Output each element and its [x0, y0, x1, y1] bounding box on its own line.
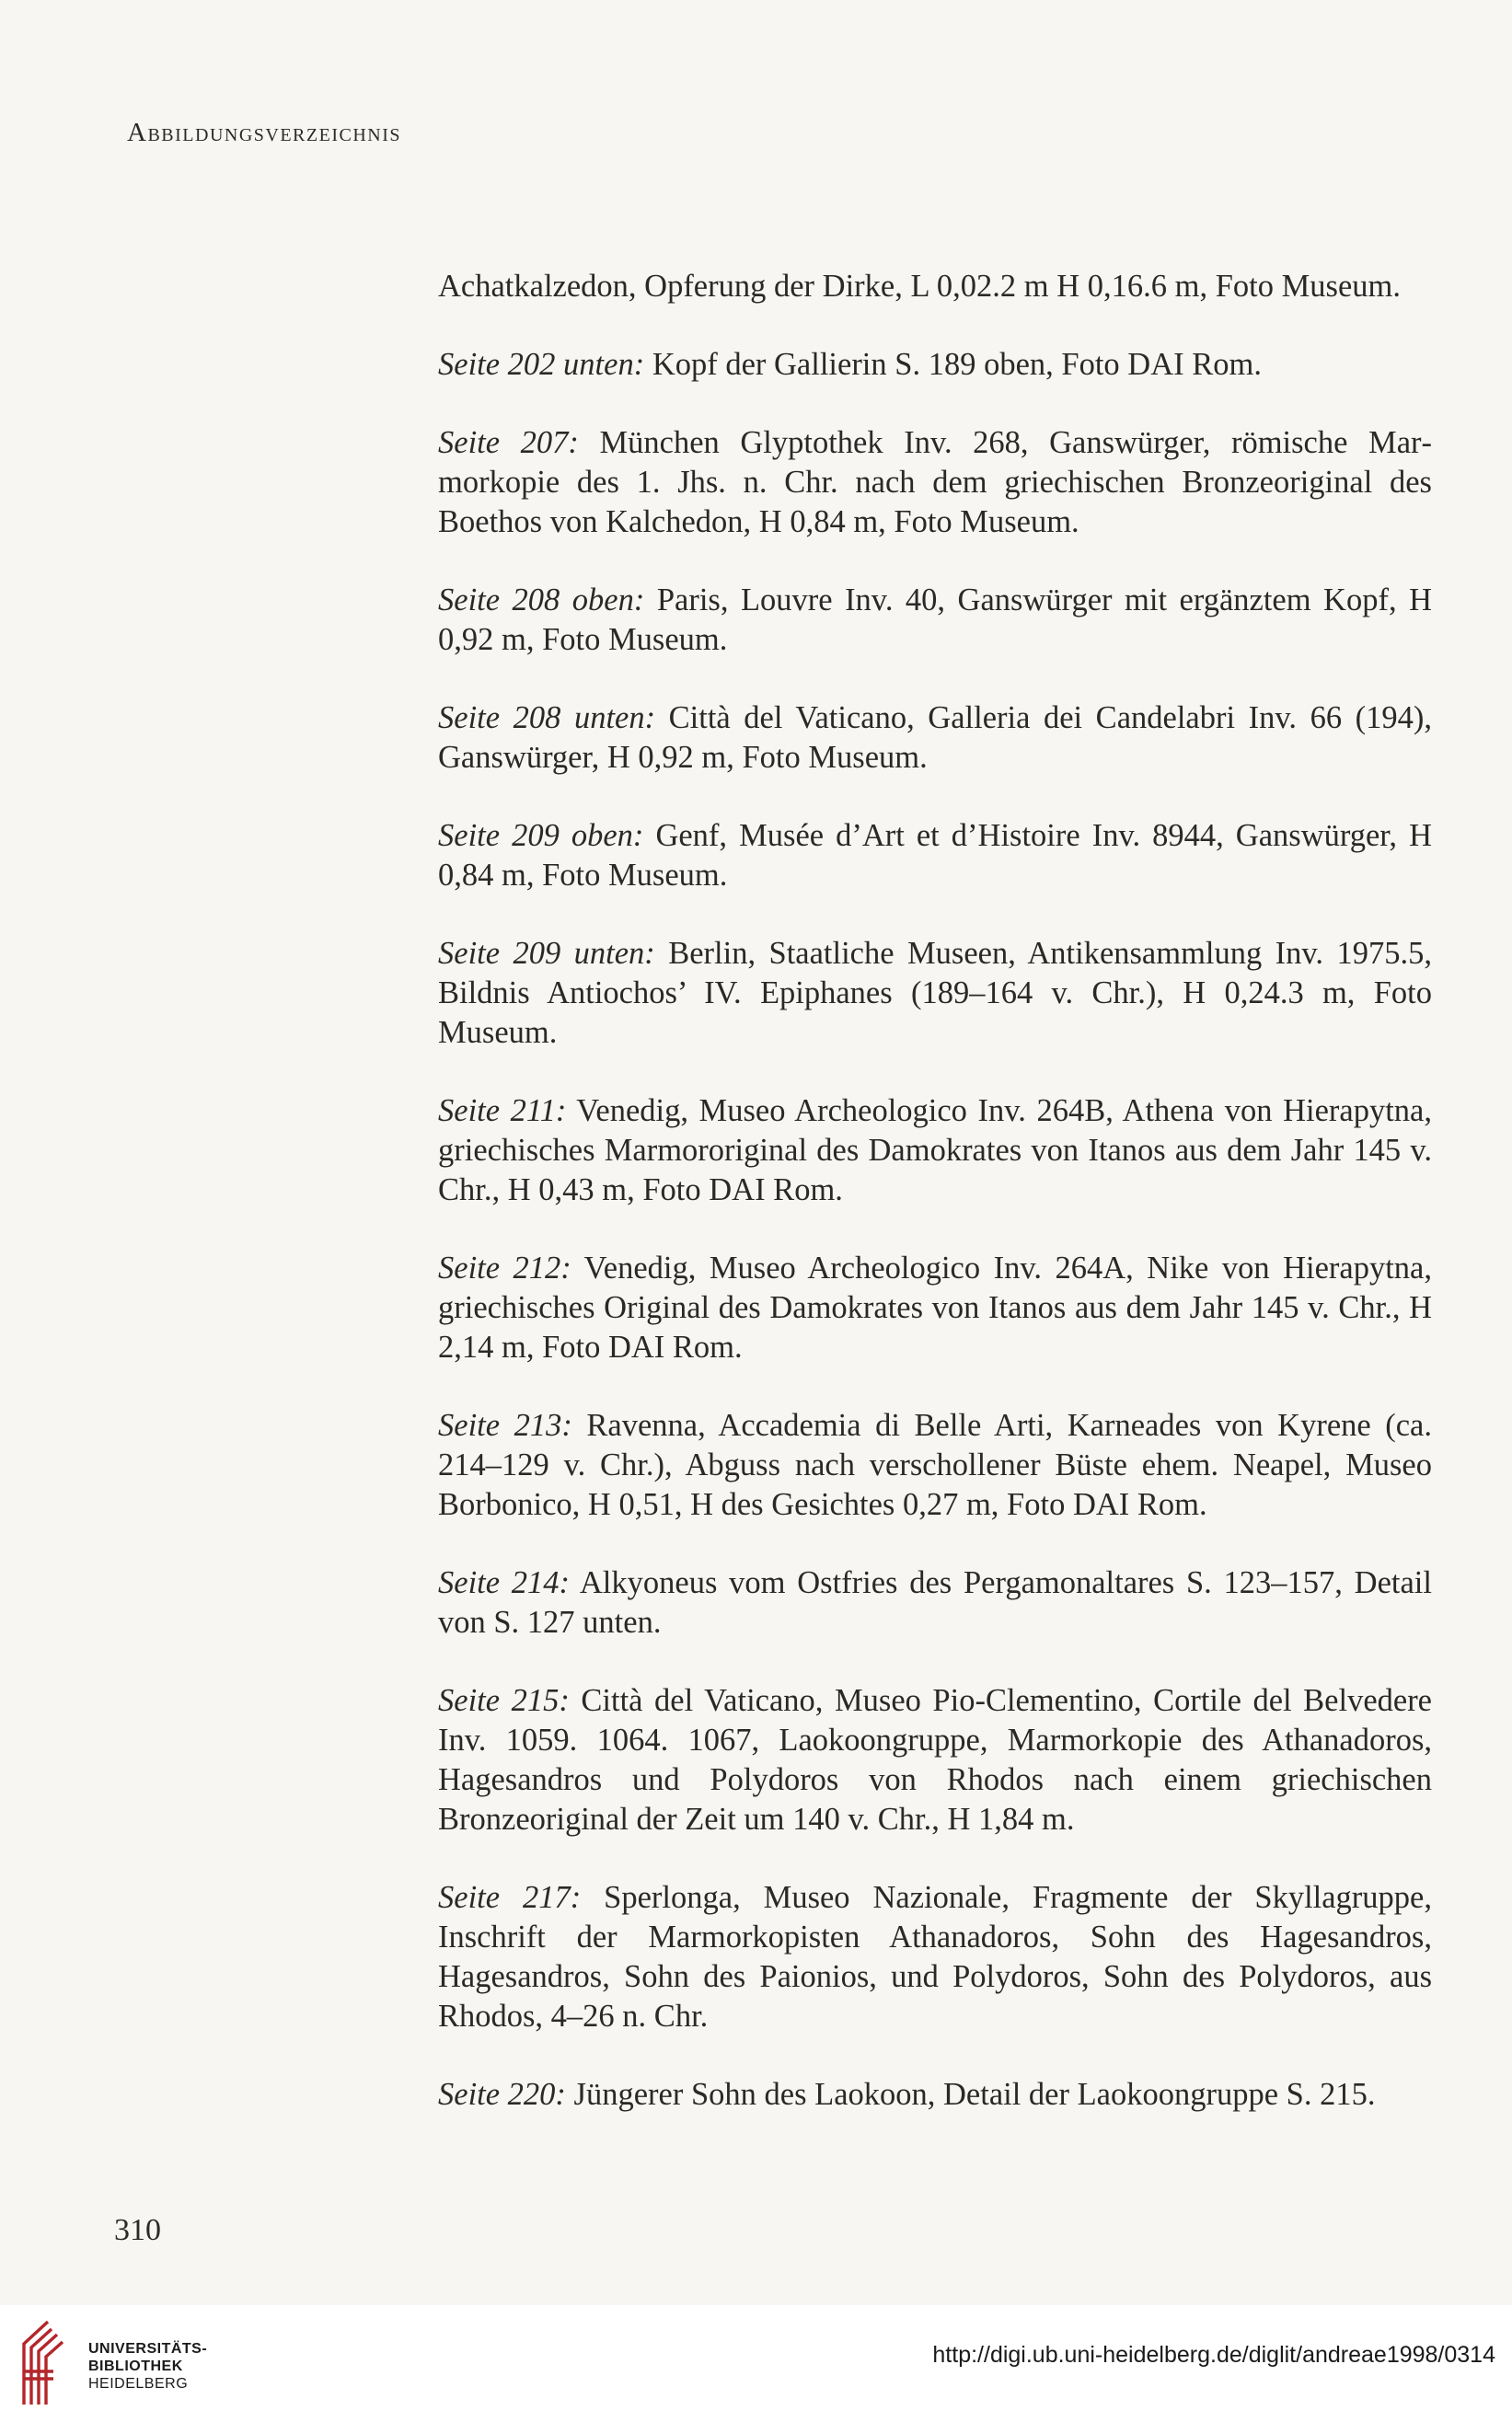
- entry-text: Venedig, Museo Archeologico Inv. 264A, Nike von Hierapytna, griechisches Original des Damokrates von Itanos aus dem Jahr 145 v. Chr., H 2,14 m, Foto DAI Rom.: [438, 1251, 1432, 1365]
- list-item: [438, 816, 1432, 895]
- list-item: [438, 1878, 1432, 2036]
- entry-reference: Seite 209 unten:: [438, 936, 655, 971]
- list-item: [438, 1091, 1432, 1210]
- list-item: [438, 581, 1432, 660]
- entry-text: Città del Vaticano, Museo Pio-Clementino, Cortile del Belvedere Inv. 1059. 1064. 1067, Laokoongruppe, Marmorkopie des Athanadoros, Hagesandros und Polydoros von Rhodos nach einem griechischen Bronzeoriginal der Zeit um 140 v. Chr., H 1,84 m.: [438, 1683, 1432, 1837]
- entry-text: Achatkalzedon, Opferung der Dirke, L 0,02.2 m H 0,16.6 m, Foto Museum.: [438, 269, 1401, 304]
- running-head: Abbildungsverzeichnis: [127, 118, 401, 147]
- list-item: [438, 2075, 1432, 2115]
- source-url-link[interactable]: http://digi.ub.uni-heidelberg.de/diglit/andreae1998/0314: [932, 2342, 1495, 2368]
- entry-reference: Seite 212:: [438, 1251, 571, 1286]
- list-item: [438, 345, 1432, 385]
- list-item: [438, 698, 1432, 778]
- figure-list: [438, 267, 1432, 2153]
- entry-text: Paris, Louvre Inv. 40, Ganswürger mit ergänztem Kopf, H 0,92 m, Foto Museum.: [438, 582, 1432, 657]
- library-name: [88, 2340, 207, 2393]
- list-item: [438, 1563, 1432, 1643]
- library-name-line: HEIDELBERG: [88, 2376, 189, 2392]
- entry-text: Città del Vaticano, Galleria dei Candelabri Inv. 66 (194), Ganswürger, H 0,92 m, Foto Museum.: [438, 700, 1432, 775]
- list-item: [438, 423, 1432, 542]
- entry-reference: Seite 213:: [438, 1408, 572, 1443]
- entry-text: Berlin, Staatliche Museen, Antikensammlung Inv. 1975.5, Bildnis Antiochos’ IV. Epiphanes (189–164 v. Chr.), H 0,24.3 m, Foto Museum.: [438, 936, 1432, 1050]
- entry-reference: Seite 209 oben:: [438, 818, 644, 853]
- list-item: [438, 934, 1432, 1053]
- entry-text: Alkyoneus vom Ostfries des Pergamonaltares S. 123–157, Detail von S. 127 unten.: [438, 1565, 1432, 1640]
- entry-reference: Seite 202 unten:: [438, 347, 645, 382]
- entry-reference: Seite 215:: [438, 1683, 570, 1718]
- list-item: [438, 1406, 1432, 1525]
- entry-reference: Seite 208 oben:: [438, 582, 645, 617]
- entry-text: Ravenna, Accademia di Belle Arti, Karneades von Kyrene (ca. 214–129 v. Chr.), Abguss nach verschollener Büste ehem. Neapel, Museo Borbonico, H 0,51, H des Gesichtes 0,27 m, Foto DAI Rom.: [438, 1408, 1433, 1522]
- entry-text: Venedig, Museo Archeologico Inv. 264B, Athena von Hierapytna, griechisches Marmororiginal des Damokrates von Itanos aus dem Jahr 145 v. Chr., H 0,43 m, Foto DAI Rom.: [438, 1093, 1432, 1207]
- list-item: [438, 1681, 1432, 1840]
- entry-reference: Seite 214:: [438, 1565, 571, 1600]
- entry-text: Kopf der Gallierin S. 189 oben, Foto DAI Rom.: [644, 347, 1262, 382]
- entry-reference: Seite 208 unten:: [438, 700, 656, 735]
- list-item: [438, 1249, 1432, 1367]
- entry-reference: Seite 217:: [438, 1880, 582, 1915]
- library-name-line: BIBLIOTHEK: [88, 2359, 183, 2374]
- entry-reference: Seite 207:: [438, 425, 579, 460]
- list-item: [438, 267, 1432, 306]
- entry-text: Genf, Musée d’Art et d’Histoire Inv. 8944, Ganswürger, H 0,84 m, Foto Museum.: [438, 818, 1432, 893]
- entry-text: Sperlonga, Museo Nazionale, Fragmente der Skyllagruppe, Inschrift der Marmorkopisten Athanadoros, Sohn des Hagesandros, Hagesandros, Sohn des Paionios, und Polydoros, Sohn des Polydoros, aus Rhodos, 4–26 n. Chr.: [438, 1880, 1432, 2034]
- entry-reference: Seite 220:: [438, 2077, 566, 2112]
- footer-bar: [0, 2305, 1512, 2422]
- entry-reference: Seite 211:: [438, 1093, 567, 1128]
- entry-text: München Glyptothek Inv. 268, Ganswürger, römische Marmorkopie des 1. Jhs. n. Chr. nach dem griechischen Bronzeoriginal des Boethos von Kalchedon, H 0,84 m, Foto Museum.: [438, 425, 1432, 539]
- library-logo-icon: [17, 2316, 72, 2410]
- page-number: 310: [114, 2213, 161, 2247]
- entry-text: Jüngerer Sohn des Laokoon, Detail der Laokoongruppe S. 215.: [565, 2077, 1376, 2112]
- library-name-line: UNIVERSITÄTS-: [88, 2341, 208, 2357]
